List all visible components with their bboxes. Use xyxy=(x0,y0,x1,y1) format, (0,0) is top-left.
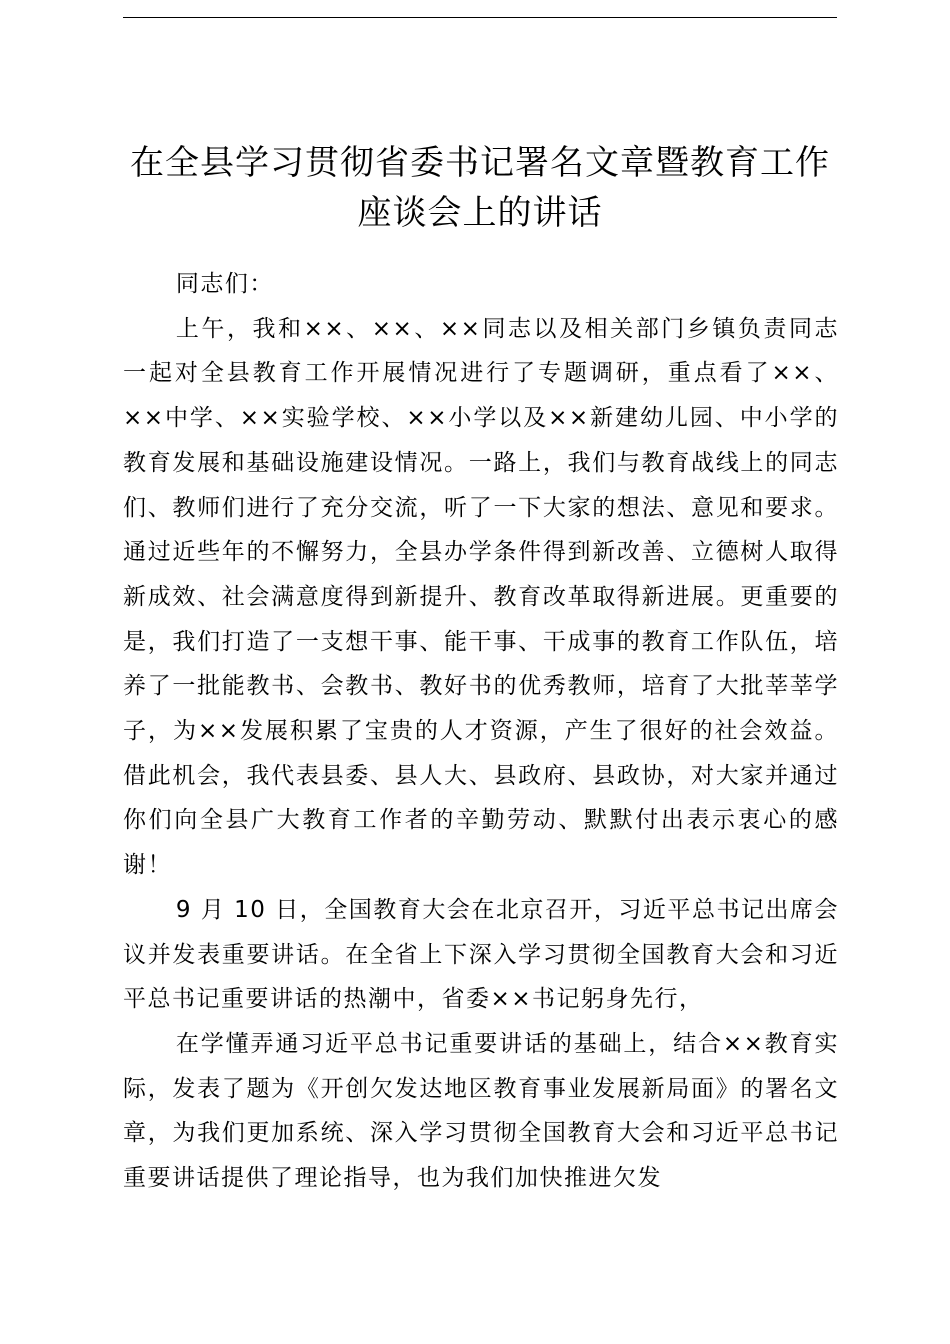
paragraph-2: 9 月 10 日，全国教育大会在北京召开，习近平总书记出席会议并发表重要讲话。在全省上下深入学习贯彻全国教育大会和习近平总书记重要讲话的热潮中，省委××书记躬身先行， xyxy=(123,896,839,1013)
document-body xyxy=(123,262,839,1201)
title-line-2: 座谈会上的讲话 xyxy=(357,193,603,233)
paragraph-3: 在学懂弄通习近平总书记重要讲话的基础上，结合××教育实际，发表了题为《开创欠发达地区教育事业发展新局面》的署名文章，为我们更加系统、深入学习贯彻全国教育大会和习近平总书记重要讲话提供了理论指导，也为我们加快推进欠发 xyxy=(123,1030,839,1192)
document-title xyxy=(110,138,850,238)
salutation: 同志们： xyxy=(175,271,274,297)
title-line-1: 在全县学习贯彻省委书记署名文章暨教育工作 xyxy=(130,143,830,183)
paragraph-1: 上午，我和××、××、××同志以及相关部门乡镇负责同志一起对全县教育工作开展情况进行了专题调研，重点看了××、××中学、××实验学校、××小学以及××新建幼儿园、中小学的教育发展和基础设施建设情况。一路上，我们与教育战线上的同志们、教师们进行了充分交流，听了一下大家的想法、意见和要求。通过近些年的不懈努力，全县办学条件得到新改善、立德树人取得新成效、社会满意度得到新提升、教育改革取得新进展。更重要的是，我们打造了一支想干事、能干事、干成事的教育工作队伍，培养了一批能教书、会教书、教好书的优秀教师，培育了大批莘莘学子，为××发展积累了宝贵的人才资源，产生了很好的社会效益。借此机会，我代表县委、县人大、县政府、县政协，对大家并通过你们向全县广大教育工作者的辛勤劳动、默默付出表示衷心的感谢！ xyxy=(123,315,839,879)
header-rule xyxy=(123,17,837,18)
